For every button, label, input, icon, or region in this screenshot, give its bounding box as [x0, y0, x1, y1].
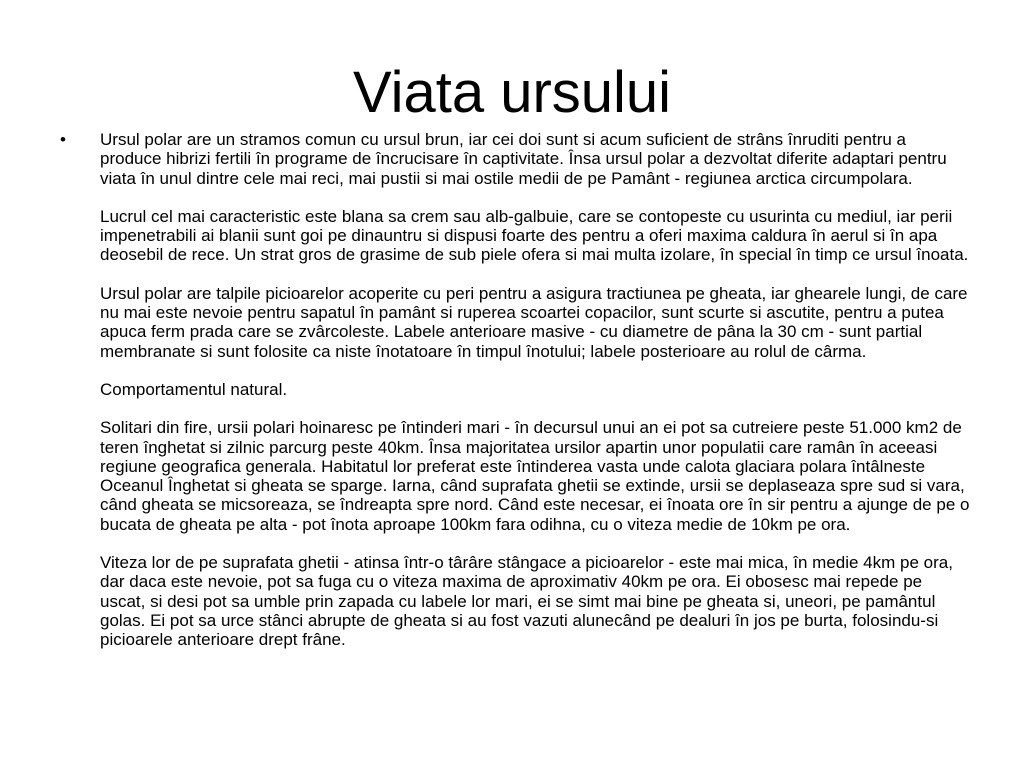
paragraph-behavior-heading: Comportamentul natural. — [100, 379, 288, 399]
paragraph-range: Solitari din fire, ursii polari hoinaresc pe întinderi mari - în decursul unui an ei pot sa cutreiere peste 51.000 km2 de teren înghetat si zilnic parcurg peste 40km. Însa majoritatea ursilor apartin unor populatii care ramân în aceeasi regiune geografica generala. Habitatul lor preferat este întinderea vasta unde calota glaciara polara întâlneste Oceanul Înghetat si gheata se sparge. Iarna, când suprafata ghetii se extinde, ursii se deplaseaza spre sud si vara, când gheata se micsoreaza, se îndreapta spre nord. Când este necesar, ei înoata ore în sir pentru a ajunge de pe o bucata de gheata pe alta - pot înota aproape 100km fara odihna, cu o viteza medie de 10km pe ora. — [100, 418, 970, 534]
slide-content — [60, 130, 970, 650]
slide-title: Viata ursului — [352, 60, 672, 125]
bullet-item — [60, 130, 970, 650]
paragraph-speed: Viteza lor de pe suprafata ghetii - atinsa într-o târâre stângace a picioarelor - este mai mica, în medie 4km pe ora, dar daca este nevoie, pot sa fuga cu o viteza maxima de aproximativ 40km pe ora. Ei obosesc mai repede pe uscat, si desi pot sa umble prin zapada cu labele lor mari, ei se simt mai bine pe gheata si, uneori, pe pamântul golas. Ei pot sa urce stânci abrupte de gheata si au fost vazuti alunecând pe dealuri în jos pe burta, folosindu-si picioarele anterioare drept frâne. — [100, 553, 953, 650]
bullet-body — [100, 130, 970, 650]
paragraph-origin: Ursul polar are un stramos comun cu ursul brun, iar cei doi sunt si acum suficient de strâns înruditi pentru a produce hibrizi fertili în programe de încrucisare în captivitate. Însa ursul polar a dezvoltat diferite adaptari pentru viata în unul dintre cele mai reci, mai pustii si mai ostile medii de pe Pamânt - regiunea arctica circumpolara. — [100, 130, 947, 188]
bullet-glyph: • — [60, 130, 66, 149]
paragraph-paws: Ursul polar are talpile picioarelor acoperite cu peri pentru a asigura tractiunea pe gheata, iar ghearele lungi, de care nu mai este nevoie pentru sapatul în pamânt si ruperea scoartei copacilor, sunt scurte si ascutite, pentru a putea apuca ferm prada care se zvârcoleste. Labele anterioare masive - cu diametre de pâna la 30 cm - sunt partial membranate si sunt folosite ca niste înotatoare în timpul înotului; labele posterioare au rolul de cârma. — [100, 283, 968, 361]
paragraph-fur: Lucrul cel mai caracteristic este blana sa crem sau alb-galbuie, care se contopeste cu usurinta cu mediul, iar perii impenetrabili ai blanii sunt goi pe dinauntru si dispusi foarte des pentru a oferi maxima caldura în aerul si în apa deosebil de rece. Un strat gros de grasime de sub piele ofera si mai multa izolare, în special în timp ce ursul înoata. — [100, 206, 969, 265]
